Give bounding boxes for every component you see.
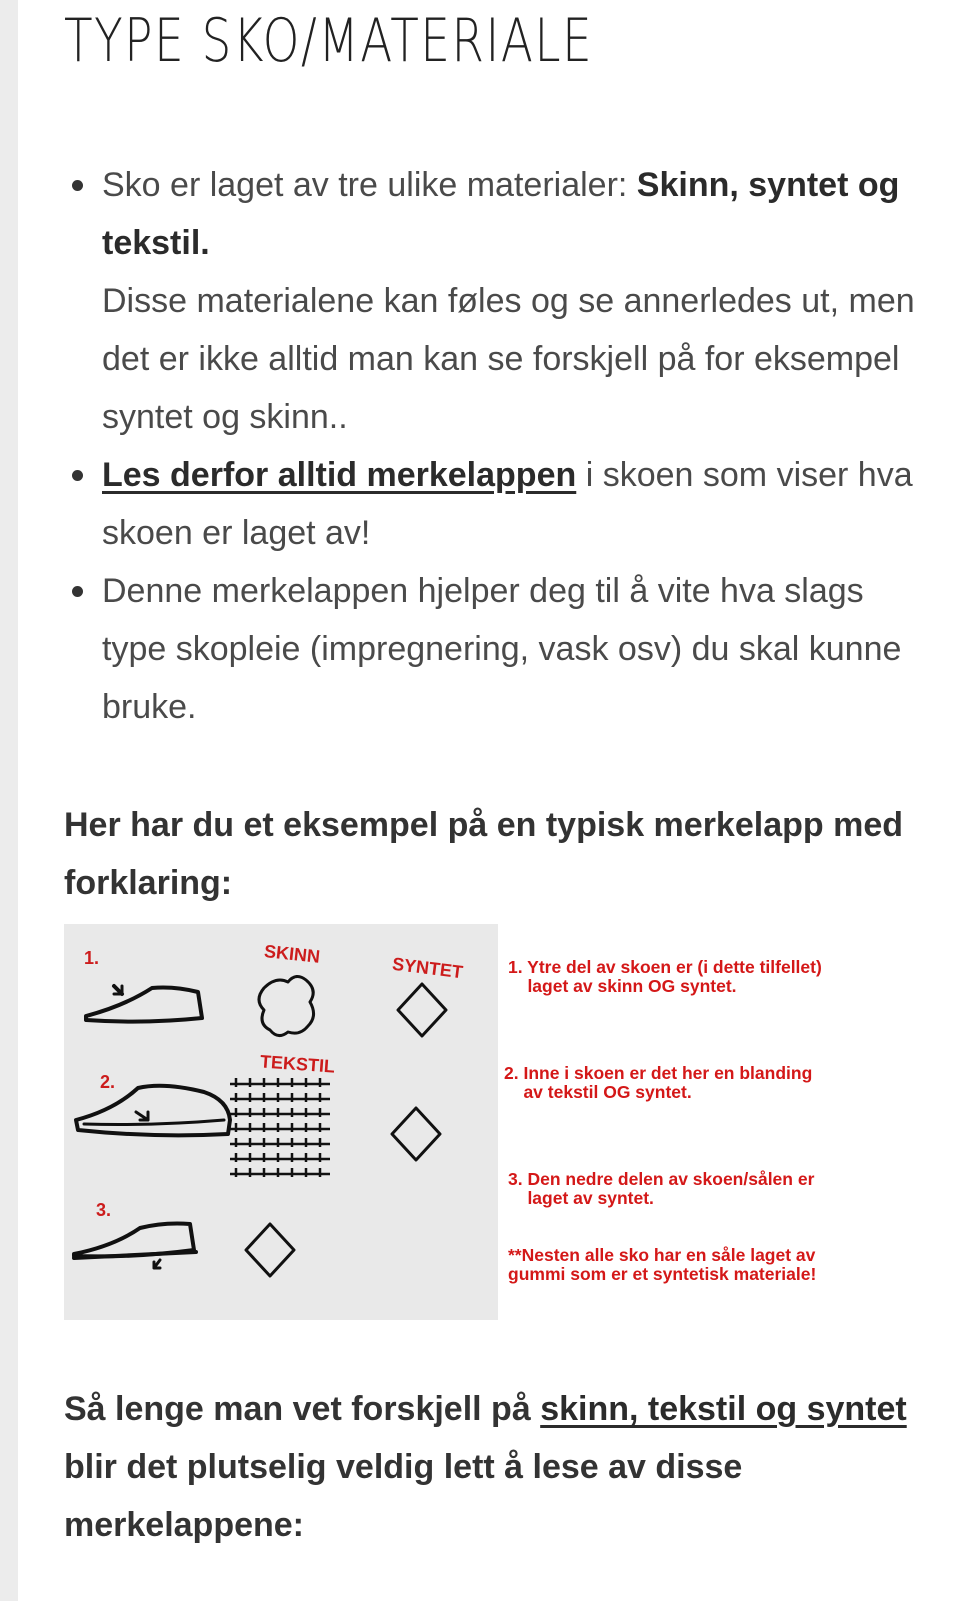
shoe-label-drawing	[64, 924, 498, 1320]
synthetic-diamond-icon	[246, 1224, 294, 1276]
synthetic-diamond-icon	[398, 984, 446, 1036]
example-heading: Her har du et eksempel på en typisk merkelapp med forklaring:	[64, 806, 903, 902]
upper-shoe-icon	[86, 986, 202, 1022]
explanation-2: 2. Inne i skoen er det her en blanding av tekstil OG syntet.	[504, 1063, 813, 1102]
closing-tail: blir det plutselig veldig lett å lese av disse merkelappene:	[64, 1448, 743, 1544]
number-3-label: 3.	[96, 1200, 112, 1220]
shoe-label-photo	[64, 924, 498, 1320]
number-2-label: 2.	[100, 1072, 116, 1092]
tekstil-label: TEKSTIL	[259, 1051, 336, 1077]
material-bullet-list	[64, 156, 934, 736]
explanation-1: 1. Ytre del av skoen er (i dette tilfellet) laget av skinn OG syntet.	[508, 957, 822, 996]
page-title: TYPE SKO/MATERIALE	[64, 6, 594, 76]
list-item	[64, 446, 934, 562]
synthetic-diamond-icon	[392, 1108, 440, 1160]
lining-shoe-icon	[76, 1086, 230, 1136]
skinn-label: SKINN	[263, 941, 321, 967]
bullet-1-materials: Skinn, syntet og tekstil.	[102, 166, 900, 262]
explanation-3: 3. Den nedre delen av skoen/sålen er laget av syntet.	[508, 1169, 815, 1208]
leather-hide-icon	[259, 976, 314, 1035]
bullet-1-text: Disse materialene kan føles og se annerledes ut, men det er ikke alltid man kan se forskjell på for eksempel syntet og skinn..	[102, 282, 915, 436]
label-explanation-figure	[64, 924, 924, 1320]
list-item	[64, 156, 934, 446]
page-side-gutter	[0, 0, 18, 1601]
closing-lead: Så lenge man vet forskjell på	[64, 1390, 541, 1428]
sole-shoe-icon	[74, 1224, 196, 1269]
bullet-1-lead: Sko er laget av tre ulike materialer:	[102, 166, 637, 204]
number-1-label: 1.	[84, 948, 100, 968]
read-label-link[interactable]: Les derfor alltid merkelappen	[102, 456, 577, 494]
materials-link[interactable]: skinn, tekstil og syntet	[540, 1390, 907, 1428]
bullet-2-text: i skoen som viser hva skoen er laget av!	[102, 456, 913, 552]
closing-paragraph	[64, 1380, 934, 1554]
list-item	[64, 562, 934, 736]
syntet-label: SYNTET	[391, 953, 465, 983]
textile-grid-icon	[230, 1078, 330, 1180]
explanation-note: **Nesten alle sko har en såle laget av gummi som er et syntetisk materiale!	[508, 1245, 817, 1284]
article-content	[64, 0, 934, 1554]
bullet-3-text: Denne merkelappen hjelper deg til å vite hva slags type skopleie (impregnering, vask osv) du skal kunne bruke.	[102, 572, 902, 726]
